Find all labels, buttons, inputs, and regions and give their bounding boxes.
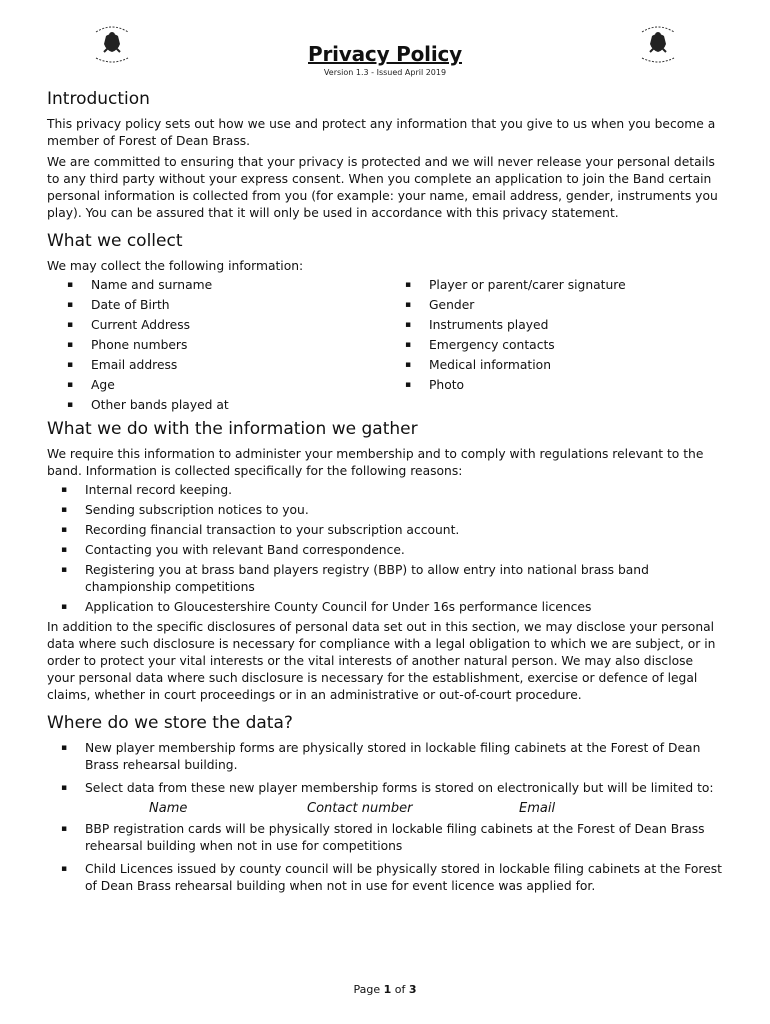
- document-body: [47, 88, 723, 898]
- introduction-heading: Introduction: [47, 89, 150, 109]
- page-current: 1: [383, 983, 392, 996]
- list-item: ▪ Gender: [385, 297, 723, 314]
- list-item: ▪ Email address: [47, 357, 385, 374]
- use-after-paragraph: In addition to the specific disclosures of personal data set out in this section, we may disclose your personal data where such disclosure is necessary for compliance with a legal obligation to which we are subject, or in order to protect your vital interests or the vital interests of another natural person. We may also disclose your personal data where such disclosure is necessary for the establishment, exercise or defence of legal claims, whether in court proceedings or in an administrative or out-of-court procedure.: [47, 620, 716, 702]
- list-item: ▪ BBP registration cards will be physically stored in lockable filing cabinets at the Forest of Dean Brass rehearsal building when not in use for competitions: [47, 821, 723, 855]
- introduction-paragraph-2: We are committed to ensuring that your privacy is protected and we will never release your personal details to any third party without your express consent. When you complete an application to join the Band certain personal information is collected from you (for example: your name, email address, gender, instruments you play). You can be assured that it will only be used in accordance with this privacy statement.: [47, 155, 718, 220]
- list-item: ▪ Name and surname: [47, 277, 385, 294]
- field-email: Email: [519, 801, 556, 816]
- collect-heading: What we collect: [47, 231, 183, 251]
- use-heading: What we do with the information we gather: [47, 419, 418, 439]
- list-item: ▪ Select data from these new player membership forms is stored on electronically but will be limited to:: [47, 780, 723, 797]
- list-item: ▪ Child Licences issued by county council will be physically stored in lockable filing cabinets at the Forest of Dean Brass rehearsal building when not in use for event licence was applied for.: [47, 861, 723, 895]
- collect-list: [47, 277, 723, 417]
- store-heading: Where do we store the data?: [47, 713, 293, 733]
- list-item: ▪ Other bands played at: [47, 397, 385, 414]
- list-item: ▪ Sending subscription notices to you.: [47, 502, 723, 519]
- list-item: ▪ Contacting you with relevant Band correspondence.: [47, 542, 723, 559]
- list-item: ▪ Emergency contacts: [385, 337, 723, 354]
- page-prefix: Page: [353, 983, 384, 996]
- list-item: ▪ Current Address: [47, 317, 385, 334]
- store-list-continued: [47, 821, 723, 895]
- list-item: ▪ Medical information: [385, 357, 723, 374]
- page-title: Privacy Policy: [308, 42, 462, 66]
- stored-fields: [47, 800, 723, 818]
- page-of: of: [391, 983, 409, 996]
- collect-intro: We may collect the following information:: [47, 259, 304, 273]
- use-intro: We require this information to administer your membership and to comply with regulations relevant to the band. Information is collected specifically for the following reasons:: [47, 447, 704, 478]
- version-label: Version 1.3 - Issued April 2019: [323, 68, 447, 77]
- use-list: [47, 482, 723, 616]
- list-item: ▪ Age: [47, 377, 385, 394]
- list-item: ▪ Instruments played: [385, 317, 723, 334]
- list-item: ▪ New player membership forms are physically stored in lockable filing cabinets at the Forest of Dean Brass rehearsal building.: [47, 740, 723, 774]
- introduction-paragraph-1: This privacy policy sets out how we use and protect any information that you give to us when you become a member of Forest of Dean Brass.: [47, 117, 716, 148]
- list-item: ▪ Date of Birth: [47, 297, 385, 314]
- list-item: ▪ Photo: [385, 377, 723, 394]
- store-list: [47, 740, 723, 797]
- collect-list-right: [385, 277, 723, 417]
- collect-list-left: [47, 277, 385, 417]
- list-item: ▪ Application to Gloucestershire County Council for Under 16s performance licences: [47, 599, 723, 616]
- list-item: ▪ Recording financial transaction to your subscription account.: [47, 522, 723, 539]
- field-contact-number: Contact number: [307, 801, 413, 816]
- list-item: ▪ Player or parent/carer signature: [385, 277, 723, 294]
- list-item: ▪ Internal record keeping.: [47, 482, 723, 499]
- list-item: ▪ Phone numbers: [47, 337, 385, 354]
- field-name: Name: [149, 801, 188, 816]
- list-item: ▪ Registering you at brass band players registry (BBP) to allow entry into national brass band championship competitions: [47, 562, 723, 596]
- page-number: [0, 983, 770, 996]
- page-total: 3: [408, 983, 417, 996]
